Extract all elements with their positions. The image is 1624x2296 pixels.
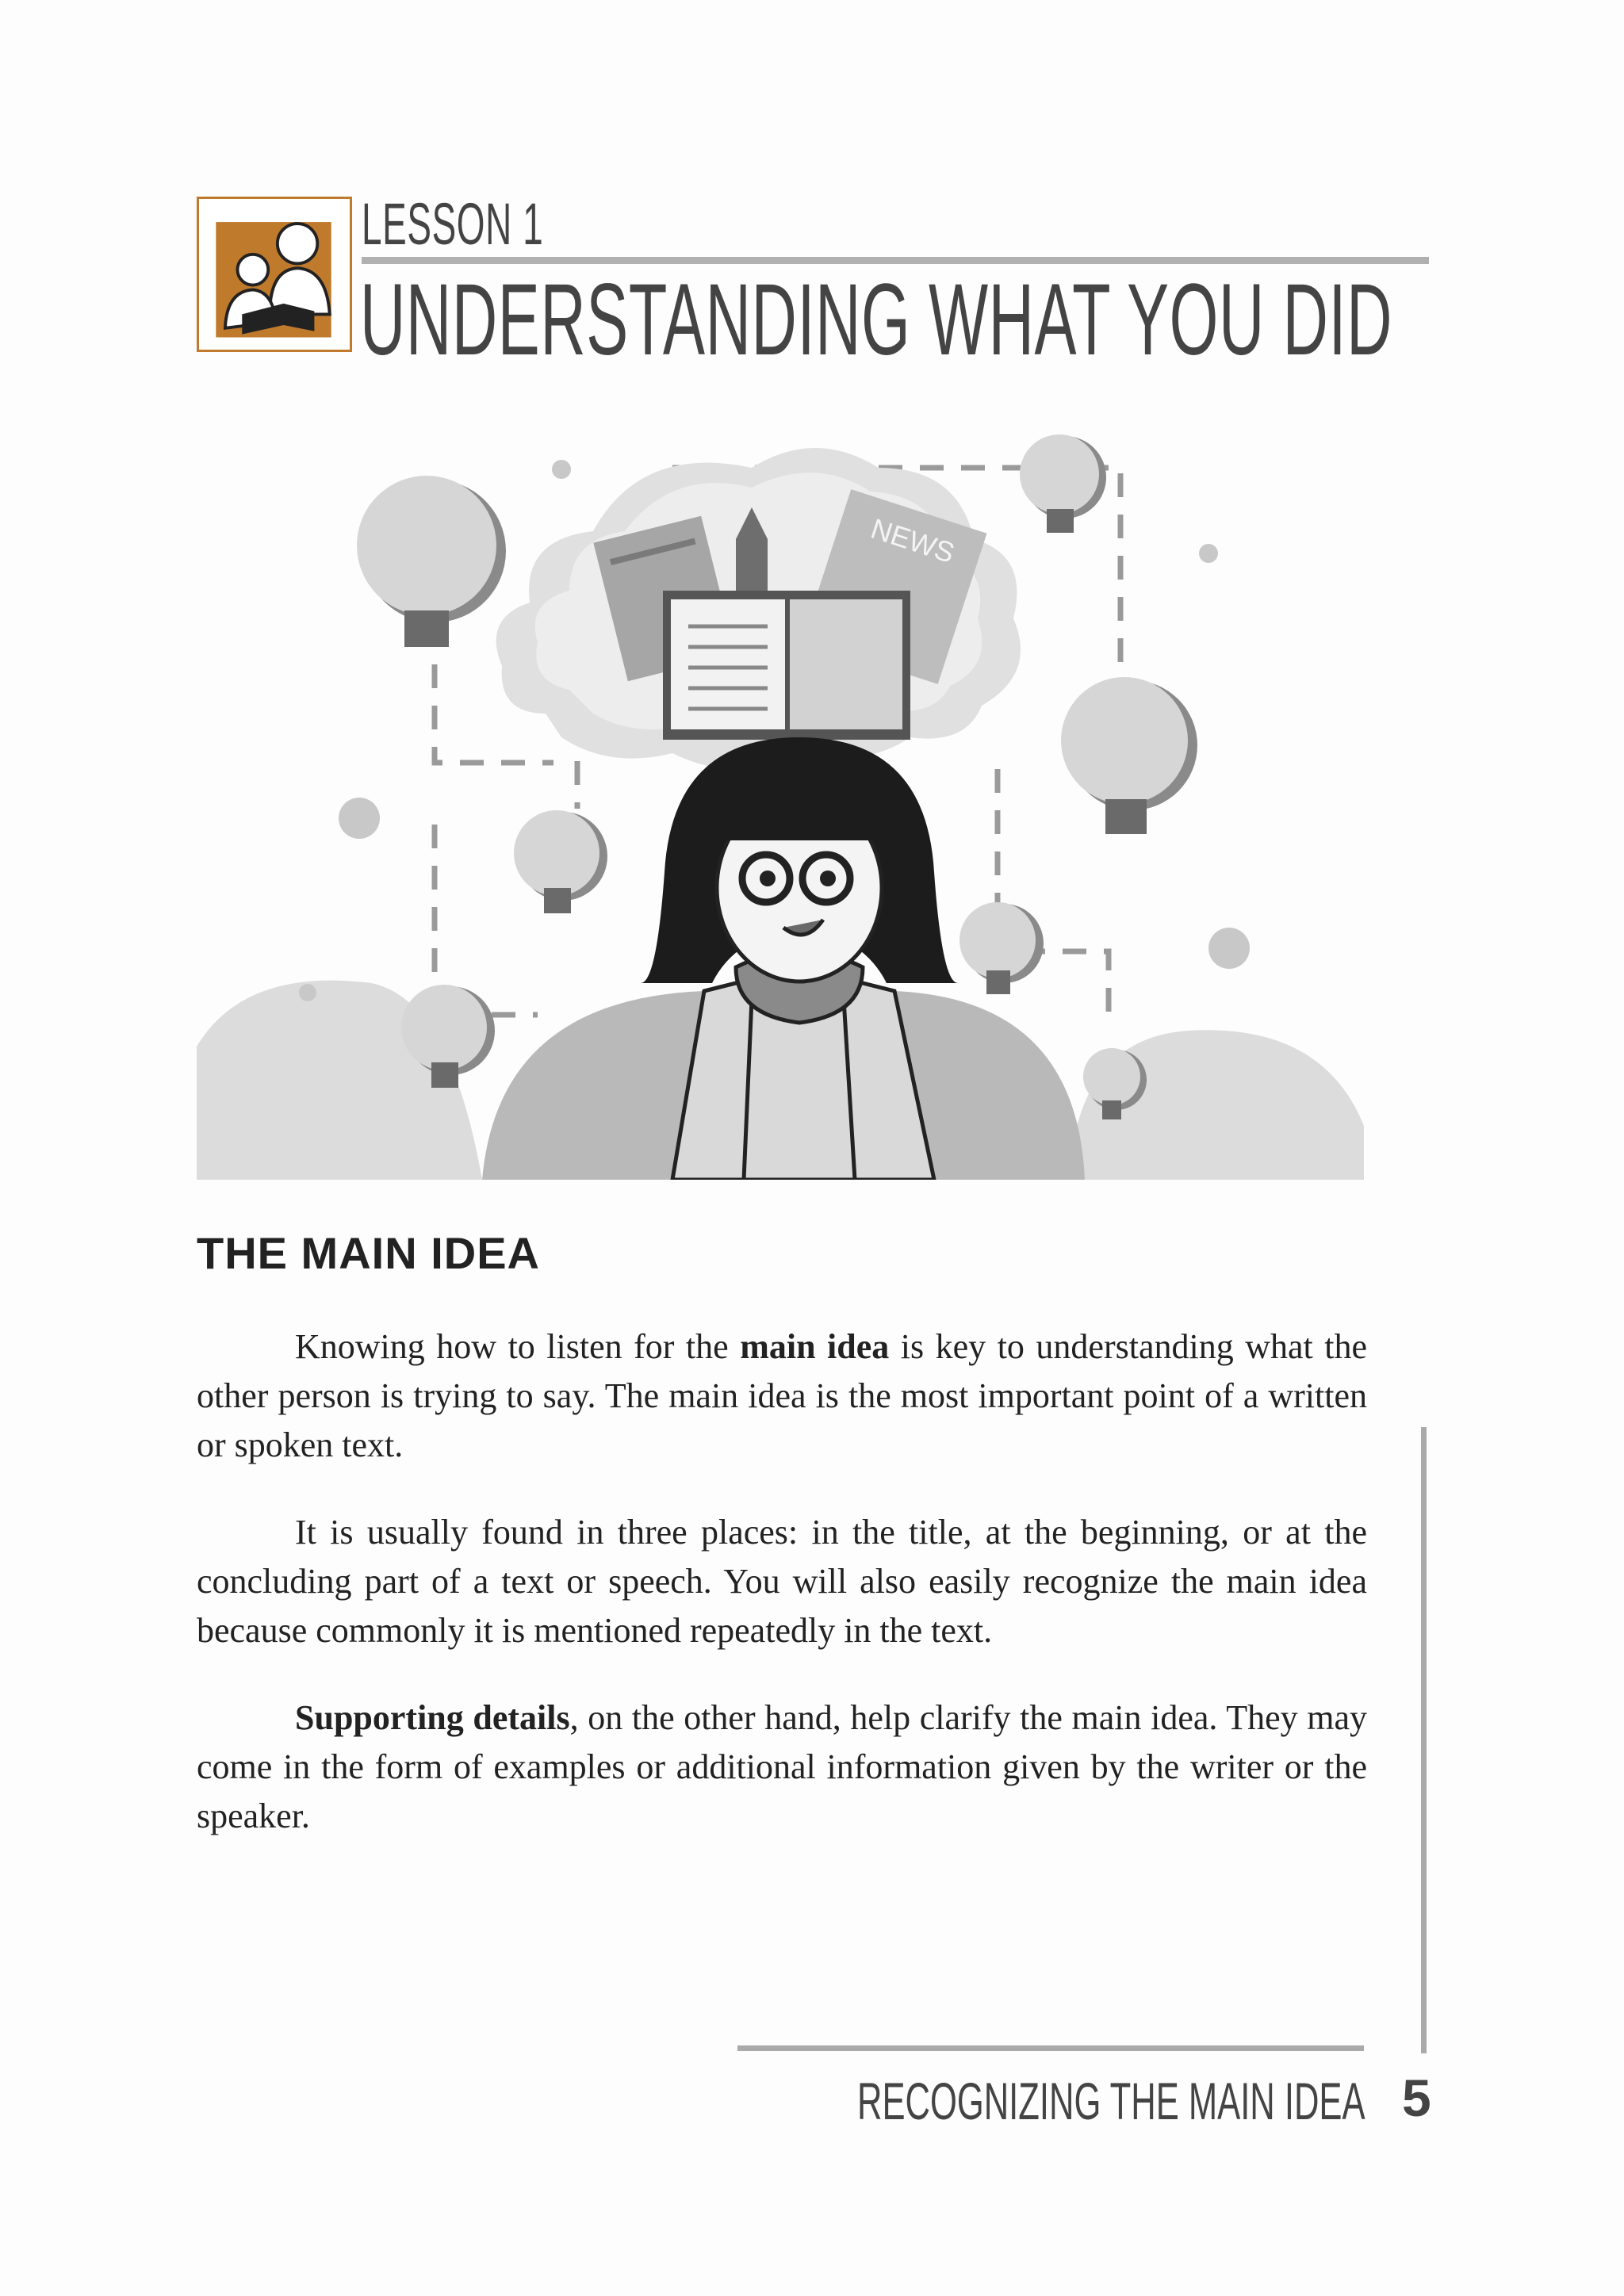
girl-with-glasses-thinking-illustration <box>197 412 1364 1180</box>
lesson-label: LESSON 1 <box>362 191 544 257</box>
page-number: 5 <box>1402 2068 1431 2127</box>
body-text <box>197 1322 1367 1879</box>
girl-figure <box>641 737 958 1180</box>
parent-reading-with-child-icon <box>199 199 350 350</box>
side-rule <box>1421 1427 1427 2053</box>
lightbulb-icon <box>514 810 607 913</box>
footer-title: RECOGNIZING THE MAIN IDEA <box>857 2072 1365 2130</box>
lightbulb-icon <box>1061 677 1197 834</box>
lesson-icon <box>197 197 352 352</box>
paragraph: Supporting details, on the other hand, help clarify the main idea. They may come in the form of examples or additional information given by the writer or the speaker. <box>197 1698 1368 1835</box>
footer-rule <box>737 2045 1364 2051</box>
paragraph: Knowing how to listen for the main idea is key to understanding what the other person is trying to say. The main idea is the most important point of a written or spoken text. <box>197 1327 1368 1464</box>
lightbulb-icon <box>357 476 506 647</box>
open-book-icon <box>663 591 910 740</box>
news-label: NEWS <box>867 511 959 569</box>
section-heading: THE MAIN IDEA <box>197 1228 540 1278</box>
bold-term: Supporting details <box>295 1698 570 1737</box>
paragraph: It is usually found in three places: in the title, at the beginning, or at the concluding part of a text or speech. You will also easily recognize the main idea because commonly it is mentioned repeatedly in the text. <box>197 1513 1367 1650</box>
lesson-title: UNDERSTANDING WHAT YOU DID <box>360 263 1393 377</box>
lightbulb-icon <box>959 902 1044 994</box>
bold-term: main idea <box>740 1327 890 1366</box>
lightbulb-icon <box>1020 434 1106 533</box>
